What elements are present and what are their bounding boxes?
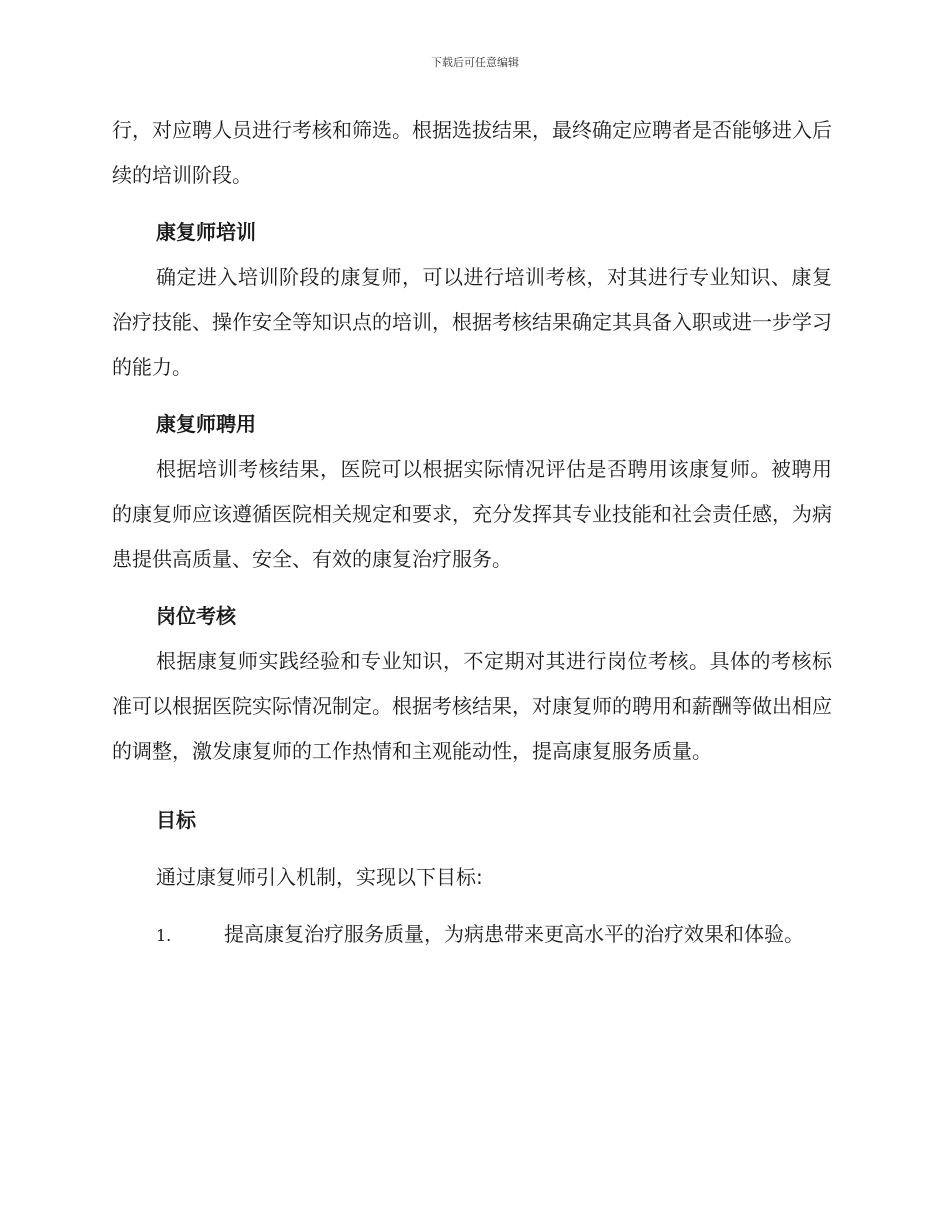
heading-goals: 目标 <box>156 808 196 832</box>
document-body <box>112 108 832 958</box>
paragraph-hiring: 根据培训考核结果，医院可以根据实际情况评估是否聘用该康复师。被聘用的康复师应该遵循医院相关规定和要求，充分发挥其专业技能和社会责任感，为病患提供高质量、安全、有效的康复治疗服务。 <box>112 457 832 571</box>
list-item-number: 1. <box>156 926 172 945</box>
heading-hiring: 康复师聘用 <box>156 412 256 436</box>
paragraph-selection-result: 行，对应聘人员进行考核和筛选。根据选拔结果，最终确定应聘者是否能够进入后续的培训阶段。 <box>112 118 832 187</box>
paragraph-goals-intro: 通过康复师引入机制，实现以下目标: <box>156 865 483 889</box>
list-item-text: 提高康复治疗服务质量，为病患带来更高水平的治疗效果和体验。 <box>224 922 804 946</box>
paragraph-assessment: 根据康复师实践经验和专业知识，不定期对其进行岗位考核。具体的考核标准可以根据医院实际情况制定。根据考核结果，对康复师的聘用和薪酬等做出相应的调整，激发康复师的工作热情和主观能动性，提高康复服务质量。 <box>112 649 832 763</box>
list-item <box>112 912 832 958</box>
heading-training: 康复师培训 <box>156 220 256 244</box>
page-header: 下载后可任意编辑 <box>431 56 519 69</box>
heading-assessment: 岗位考核 <box>156 604 236 628</box>
paragraph-training: 确定进入培训阶段的康复师，可以进行培训考核，对其进行专业知识、康复治疗技能、操作安全等知识点的培训，根据考核结果确定其具备入职或进一步学习的能力。 <box>112 265 832 379</box>
